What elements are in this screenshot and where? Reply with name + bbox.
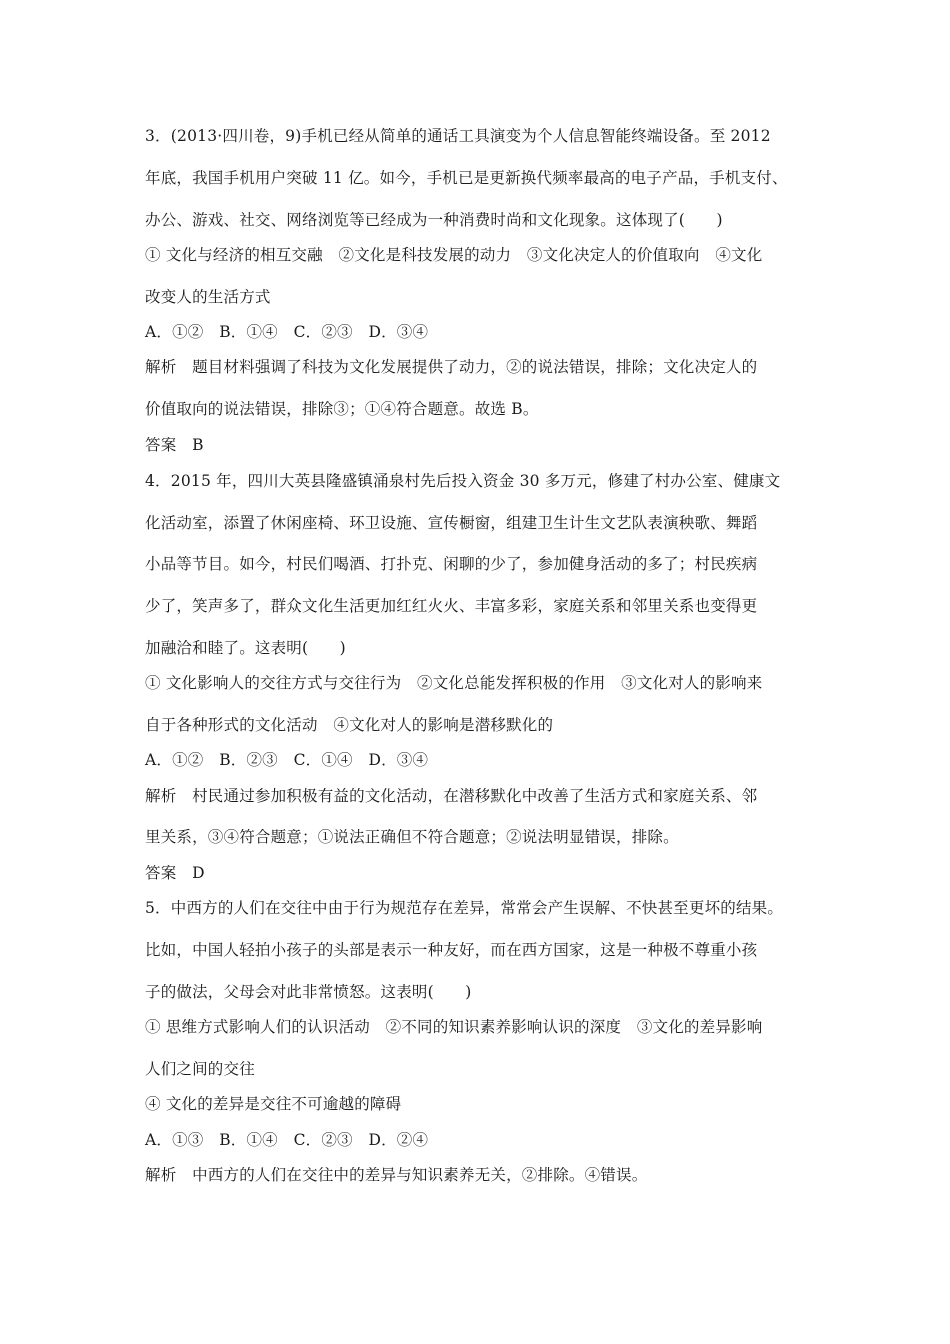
q4-analysis-line-1: 解析 村民通过参加积极有益的文化活动，在潜移默化中改善了生活方式和家庭关系、邻 <box>145 787 758 805</box>
q5-stem-line-2: 比如，中国人轻拍小孩子的头部是表示一种友好，而在西方国家，这是一种极不尊重小孩 <box>145 941 758 959</box>
q4-analysis-line-2: 里关系，③④符合题意；①说法正确但不符合题意；②说法明显错误，排除。 <box>145 828 679 846</box>
q4-stem-line-3: 小品等节目。如今，村民们喝酒、打扑克、闲聊的少了，参加健身活动的多了；村民疾病 <box>145 555 758 573</box>
q4-statement-line-2: 自于各种形式的文化活动 ④文化对人的影响是潜移默化的 <box>145 716 554 734</box>
q5-analysis-line-1: 解析 中西方的人们在交往中的差异与知识素养无关，②排除。④错误。 <box>145 1166 648 1184</box>
q3-statement-line-2: 改变人的生活方式 <box>145 288 271 306</box>
q5-stem-line-1: 5．中西方的人们在交往中由于行为规范存在差异，常常会产生误解、不快甚至更坏的结果。 <box>145 899 784 917</box>
q3-answer: 答案 B <box>145 436 204 454</box>
q4-answer: 答案 D <box>145 864 205 882</box>
q3-stem-line-2: 年底，我国手机用户突破 11 亿。如今，手机已是更新换代频率最高的电子产品，手机支付、 <box>145 169 788 187</box>
q3-stem-line-3: 办公、游戏、社交、网络浏览等已经成为一种消费时尚和文化现象。这体现了( ) <box>145 211 723 229</box>
q4-stem-line-5: 加融洽和睦了。这表明( ) <box>145 639 346 657</box>
q5-stem-line-3: 子的做法，父母会对此非常愤怒。这表明( ) <box>145 983 472 1001</box>
q3-options: A．①② B．①④ C．②③ D．③④ <box>145 323 429 341</box>
q4-statement-line-1: ① 文化影响人的交往方式与交往行为 ②文化总能发挥积极的作用 ③文化对人的影响来 <box>145 674 763 692</box>
q3-statement-line-1: ① 文化与经济的相互交融 ②文化是科技发展的动力 ③文化决定人的价值取向 ④文化 <box>145 246 763 264</box>
q4-stem-line-4: 少了，笑声多了，群众文化生活更加红红火火、丰富多彩，家庭关系和邻里关系也变得更 <box>145 597 758 615</box>
q5-options: A．①③ B．①④ C．②③ D．②④ <box>145 1131 429 1149</box>
q3-analysis-line-1: 解析 题目材料强调了科技为文化发展提供了动力，②的说法错误，排除；文化决定人的 <box>145 358 758 376</box>
q4-stem-line-2: 化活动室，添置了休闲座椅、环卫设施、宣传橱窗，组建卫生计生文艺队表演秧歌、舞蹈 <box>145 514 758 532</box>
q3-analysis-line-2: 价值取向的说法错误，排除③；①④符合题意。故选 B。 <box>145 400 539 418</box>
q4-stem-line-1: 4．2015 年，四川大英县隆盛镇涌泉村先后投入资金 30 多万元，修建了村办公室、健康文 <box>145 472 781 490</box>
q5-statement-line-1: ① 思维方式影响人们的认识活动 ②不同的知识素养影响认识的深度 ③文化的差异影响 <box>145 1018 763 1036</box>
q3-stem-line-1: 3．(2013·四川卷，9)手机已经从简单的通话工具演变为个人信息智能终端设备。至 2012 <box>145 127 771 145</box>
q5-statement-line-2: 人们之间的交往 <box>145 1060 255 1078</box>
q4-options: A．①② B．②③ C．①④ D．③④ <box>145 751 429 769</box>
q5-statement-line-3: ④ 文化的差异是交往不可逾越的障碍 <box>145 1095 402 1113</box>
